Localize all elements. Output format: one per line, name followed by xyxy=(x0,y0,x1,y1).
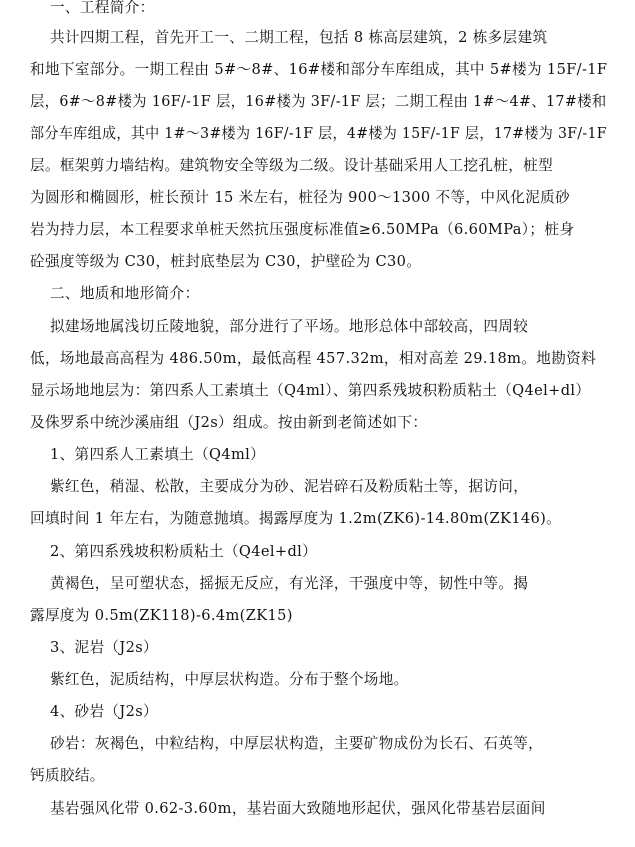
paragraph-line: 露厚度为 0.5m(ZK118)-6.4m(ZK15) xyxy=(30,607,293,624)
paragraph-line: 岩为持力层，本工程要求单桩天然抗压强度标准值≥6.50MPa（6.60MPa）；桩身 xyxy=(30,221,575,238)
paragraph-line: 砂岩：灰褐色，中粒结构，中厚层状构造，主要矿物成份为长石、石英等， xyxy=(30,735,544,752)
paragraph-line: 为圆形和椭圆形，桩长预计 15 米左右，桩径为 900～1300 不等，中风化泥质砂 xyxy=(30,189,571,206)
paragraph-line: 层，6#～8#楼为 16F/-1F 层，16#楼为 3F/-1F 层；二期工程由 1#～4#、17#楼和 xyxy=(30,93,607,110)
section-heading-geology: 二、地质和地形简介： xyxy=(30,285,200,302)
subheading-silty-clay: 2、第四系残坡积粉质粘土（Q4el+dl） xyxy=(30,543,318,560)
subheading-sandstone: 4、砂岩（J2s） xyxy=(30,703,158,720)
subheading-mudstone: 3、泥岩（J2s） xyxy=(30,639,158,656)
paragraph-line: 共计四期工程，首先开工一、二期工程，包括 8 栋高层建筑，2 栋多层建筑 xyxy=(30,29,548,46)
paragraph-line: 回填时间 1 年左右，为随意抛填。揭露厚度为 1.2m(ZK6)-14.80m(ZK146)。 xyxy=(30,510,562,527)
subheading-fill-soil: 1、第四系人工素填土（Q4ml） xyxy=(30,446,266,463)
paragraph-line: 部分车库组成，其中 1#～3#楼为 16F/-1F 层，4#楼为 15F/-1F 层，17#楼为 3F/-1F xyxy=(30,125,607,142)
paragraph-line: 紫红色，稍湿、松散，主要成分为砂、泥岩碎石及粉质粘土等，据访问， xyxy=(30,478,529,495)
paragraph-line: 基岩强风化带 0.62-3.60m，基岩面大致随地形起伏，强风化带基岩层面间 xyxy=(30,800,546,817)
paragraph-line: 及侏罗系中统沙溪庙组（J2s）组成。按由新到老简述如下： xyxy=(30,414,428,431)
paragraph-line: 和地下室部分。一期工程由 5#～8#、16#楼和部分车库组成，其中 5#楼为 15F/-1F xyxy=(30,61,608,78)
paragraph-line: 砼强度等级为 C30，桩封底垫层为 C30，护壁砼为 C30。 xyxy=(30,253,422,270)
paragraph-line: 拟建场地属浅切丘陵地貌，部分进行了平场。地形总体中部较高，四周较 xyxy=(30,318,529,335)
paragraph-line: 黄褐色，呈可塑状态，摇振无反应，有光泽，干强度中等，韧性中等。揭 xyxy=(30,575,529,592)
section-heading-project-intro: 一、工程简介： xyxy=(30,0,155,16)
paragraph-line: 紫红色，泥质结构，中厚层状构造。分布于整个场地。 xyxy=(30,671,409,688)
paragraph-line: 低，场地最高高程为 486.50m，最低高程 457.32m，相对高差 29.18m。地勘资料 xyxy=(30,350,597,367)
paragraph-line: 显示场地地层为：第四系人工素填土（Q4ml）、第四系残坡积粉质粘土（Q4el+dl） xyxy=(30,382,591,399)
paragraph-line: 层。框架剪力墙结构。建筑物安全等级为二级。设计基础采用人工挖孔桩，桩型 xyxy=(30,157,554,174)
paragraph-line: 钙质胶结。 xyxy=(30,767,105,784)
